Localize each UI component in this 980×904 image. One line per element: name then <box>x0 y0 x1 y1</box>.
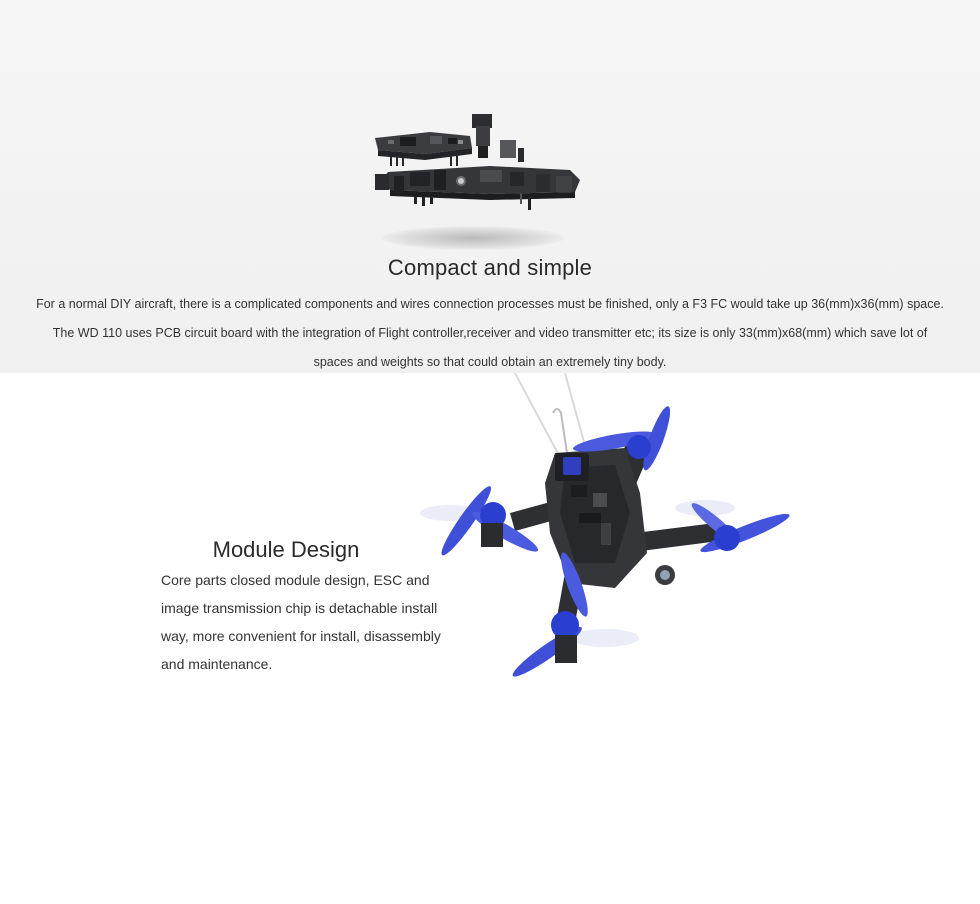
drone-image <box>415 373 800 703</box>
compact-description-line: For a normal DIY aircraft, there is a complicated components and wires connection processes must be finished, only a F3 FC would take up 36(mm)x36(mm) space. <box>36 297 944 311</box>
pcb-shadow <box>382 226 564 250</box>
pcb-board-image <box>370 110 585 215</box>
pcb-main-board <box>375 166 580 210</box>
module-description-line: image transmission chip is detachable install <box>161 600 438 616</box>
compact-description-line: The WD 110 uses PCB circuit board with the integration of Flight controller,receiver and video transmitter etc; its size is only 33(mm)x68(mm) which save lot of <box>52 326 928 340</box>
module-description-line: Core parts closed module design, ESC and <box>161 572 430 588</box>
compact-description-line: spaces and weights so that could obtain an extremely tiny body. <box>313 355 667 369</box>
pcb-vtx-module <box>472 114 524 162</box>
module-title: Module Design <box>212 537 360 562</box>
compact-description <box>18 290 962 377</box>
module-section <box>0 373 980 904</box>
module-description-line: and maintenance. <box>161 656 273 672</box>
module-description-line: way, more convenient for install, disassembly <box>161 628 441 644</box>
compact-title: Compact and simple <box>387 255 593 280</box>
compact-section <box>0 0 980 373</box>
